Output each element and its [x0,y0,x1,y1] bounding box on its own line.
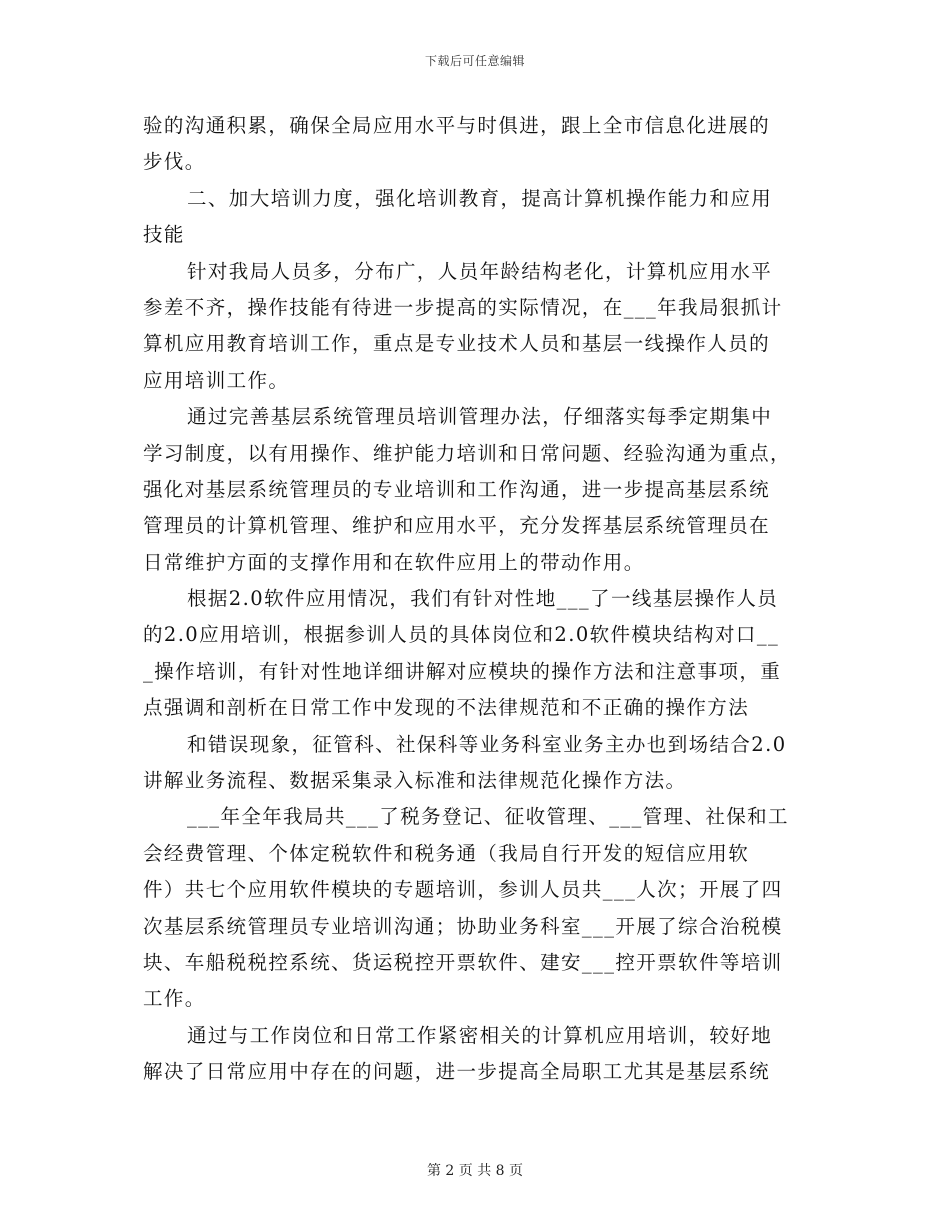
page-number-footer: 第 2 页 共 8 页 [426,1163,524,1179]
text-line: 会经费管理、个体定税软件和税务通（我局自行开发的短信应用软 [143,841,750,865]
text-line: 点强调和剖析在日常工作中发现的不法律规范和不正确的操作方法 [143,696,750,720]
text-line: 块、车船税税控系统、货运税控开票软件、建安___控开票软件等培训 [143,950,783,974]
text-line: 次基层系统管理员专业培训沟通；协助业务科室___开展了综合治税模 [143,914,783,938]
text-line: 通过完善基层系统管理员培训管理办法，仔细落实每季定期集中 [187,405,773,429]
text-line: 算机应用教育培训工作，重点是专业技术人员和基层一线操作人员的 [143,332,771,356]
text-line: 步伐。 [143,150,206,174]
text-line: 应用培训工作。 [143,368,290,392]
text-line: 技能 [143,223,185,247]
document-body [143,108,819,1091]
text-line: ___年全年我局共___了税务登记、征收管理、___管理、社保和工 [187,805,789,829]
text-line: 参差不齐，操作技能有待进一步提高的实际情况，在___年我局狠抓计 [143,295,783,319]
text-line: 强化对基层系统管理员的专业培训和工作沟通，进一步提高基层系统 [143,477,771,501]
text-line: 验的沟通积累，确保全局应用水平与时俱进，跟上全市信息化进展的 [143,114,771,137]
text-line: 解决了日常应用中存在的问题，进一步提高全局职工尤其是基层系统 [143,1060,771,1084]
text-line: 通过与工作岗位和日常工作紧密相关的计算机应用培训，较好地 [187,1023,773,1047]
text-line: 二、加大培训力度，强化培训教育，提高计算机操作能力和应用 [187,186,773,210]
text-line: 讲解业务流程、数据采集录入标准和法律规范化操作方法。 [143,769,687,793]
text-line: 根据2.0软件应用情况，我们有针对性地___了一线基层操作人员 [187,587,779,611]
text-line: 工作。 [143,987,206,1011]
text-line: 的2.0应用培训，根据参训人员的具体岗位和2.0软件模块结构对口__ [143,623,780,647]
text-line: 和错误现象，征管科、社保科等业务科室业务主办也到场结合2.0 [187,732,787,756]
text-line: 学习制度，以有用操作、维护能力培训和日常问题、经验沟通为重点， [143,441,791,465]
text-line: 管理员的计算机管理、维护和应用水平，充分发挥基层系统管理员在 [143,514,771,538]
text-line: 件）共七个应用软件模块的专题培训，参训人员共___人次；开展了四 [143,878,783,902]
text-line: 针对我局人员多，分布广，人员年龄结构老化，计算机应用水平 [187,259,773,283]
text-line: _操作培训，有针对性地详细讲解对应模块的操作方法和注意事项，重 [143,659,782,683]
text-line: 日常维护方面的支撑作用和在软件应用上的带动作用。 [143,550,645,574]
page-header: 下载后可任意编辑 [424,54,525,68]
